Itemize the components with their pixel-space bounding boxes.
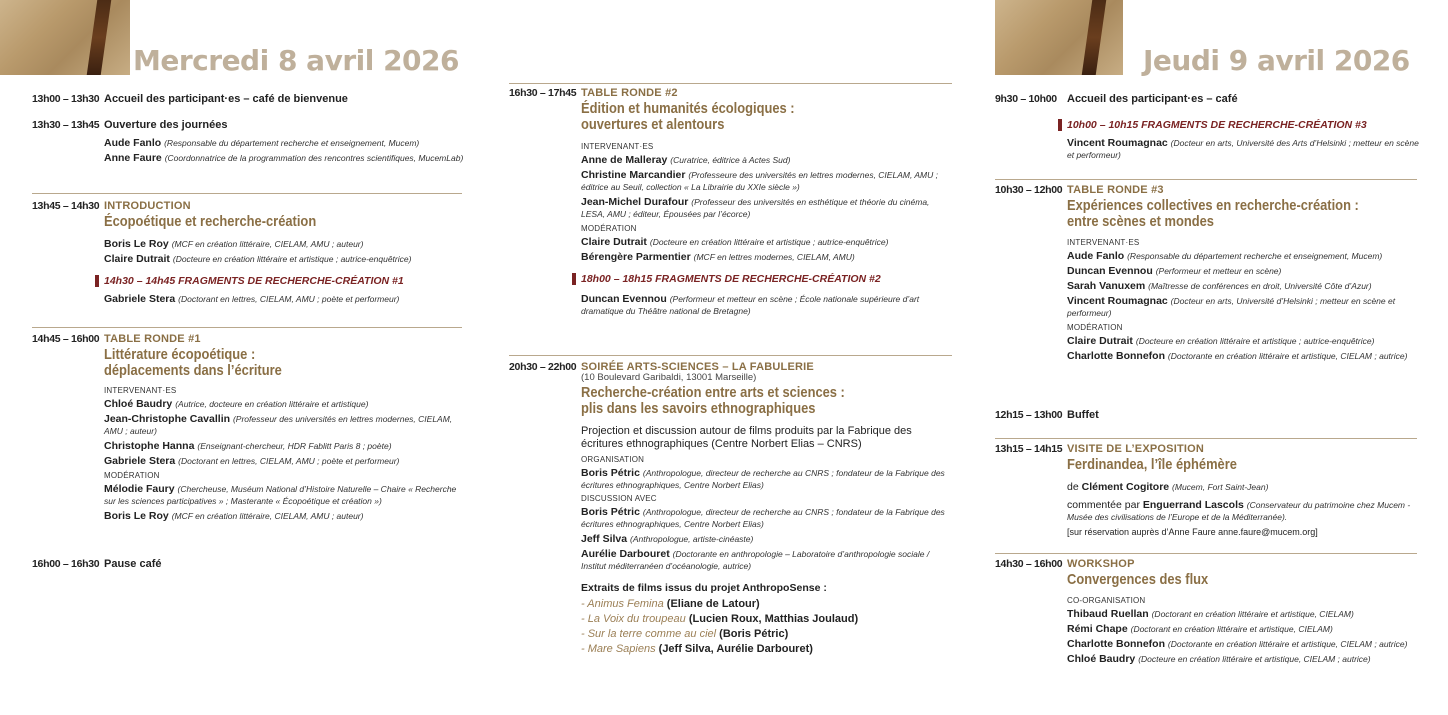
exhibition-artist: de Clément Cogitore (Mucem, Fort Saint-Jean) [1067,481,1269,493]
speaker: Jean-Christophe Cavallin (Professeur des universités en lettres modernes, CIELAM, AMU ; auteur) [104,413,453,436]
time: 12h15 – 13h00 [995,409,1063,421]
slot-label: Buffet [1067,409,1099,421]
venue-address: (10 Boulevard Garibaldi, 13001 Marseille) [581,372,757,383]
session-title: Édition et humanités écologiques : [581,100,795,117]
time: 13h15 – 14h15 [995,443,1063,455]
films-heading: Extraits de films issus du projet AnthropoSense : [581,582,827,594]
divider [509,83,952,84]
fragments-banner: 14h30 – 14h45 FRAGMENTS DE RECHERCHE-CRÉATION #1 [95,275,470,287]
divider [509,355,952,356]
speaker: Gabriele Stera (Doctorant en lettres, CIELAM, AMU ; poète et performeur) [104,455,400,467]
session-title-line2: plis dans les savoirs ethnographiques [581,400,816,417]
fragments-banner: 10h00 – 10h15 FRAGMENTS DE RECHERCHE-CRÉATION #3 [1058,119,1425,131]
speaker: Thibaud Ruellan (Doctorant en création littéraire et artistique, CIELAM) [1067,608,1354,620]
session-kicker: SOIRÉE ARTS-SCIENCES – LA FABULERIE [581,361,814,373]
role-label: INTERVENANT·ES [1067,238,1140,247]
speaker: Claire Dutrait (Docteure en création littéraire et artistique ; autrice-enquêtrice) [104,253,412,265]
role-label: ORGANISATION [581,455,645,464]
speaker: Bérengère Parmentier (MCF en lettres modernes, CIELAM, AMU) [581,251,855,263]
session-title: Expériences collectives en recherche-création : [1067,197,1359,214]
slot-introduction [32,200,470,305]
speaker: Claire Dutrait (Docteure en création littéraire et artistique ; autrice-enquêtrice) [1067,335,1375,347]
session-title: Ferdinandea, l’île éphémère [1067,456,1237,473]
session-kicker: TABLE RONDE #2 [581,87,678,99]
slot-label: Accueil des participant·es – café [1067,93,1238,105]
role-label: MODÉRATION [1067,323,1123,332]
divider [995,438,1417,439]
slot-workshop [995,558,1425,665]
film-item: - Mare Sapiens (Jeff Silva, Aurélie Darbouret) [581,643,813,655]
divider [32,193,462,194]
session-title-line2: entre scènes et mondes [1067,213,1214,230]
time: 14h45 – 16h00 [32,333,100,345]
reservation-note: [sur réservation auprès d’Anne Faure anne.faure@mucem.org] [1067,527,1318,537]
speaker: Aude Fanlo (Responsable du département recherche et enseignement, Mucem) [1067,250,1383,262]
speaker: Boris Le Roy (MCF en création littéraire, CIELAM, AMU ; auteur) [104,510,364,522]
speaker: Charlotte Bonnefon (Doctorante en création littéraire et artistique, CIELAM ; autrice) [1067,350,1408,362]
speaker: Chloé Baudry (Docteure en création littéraire et artistique, CIELAM ; autrice) [1067,653,1371,665]
session-title-line2: déplacements dans l’écriture [104,362,282,379]
speaker: Boris Pétric (Anthropologue, directeur de recherche au CNRS ; fondateur de la Fabrique des écritures ethnographiques, Centre Norbert Elias) [581,506,945,529]
slot-buffet [995,409,1425,421]
session-kicker: TABLE RONDE #1 [104,333,201,345]
slot-soiree-arts-sciences [509,361,952,657]
time: 10h30 – 12h00 [995,184,1063,196]
session-kicker: VISITE DE L’EXPOSITION [1067,443,1205,455]
fragments-banner: 18h00 – 18h15 FRAGMENTS DE RECHERCHE-CRÉATION #2 [572,273,952,285]
stone-texture-image [995,0,1123,75]
role-label: MODÉRATION [581,224,637,233]
speaker: Duncan Evennou (Performeur et metteur en scène ; École nationale supérieure d’art dramatique du Théâtre national de Bretagne) [581,293,920,316]
speaker: Christine Marcandier (Professeure des universités en lettres modernes, CIELAM, AMU ; éditrice au Seuil, collection « La Librairie du XXIe siècle ») [581,169,938,192]
time: 13h45 – 14h30 [32,200,100,212]
slot-visite-exposition [995,443,1425,538]
role-label: INTERVENANT·ES [104,386,177,395]
time: 9h30 – 10h00 [995,93,1057,105]
exhibition-guide: commentée par Enguerrand Lascols (Conservateur du patrimoine chez Mucem - Musée des civilisations de l’Europe et de la Méditerranée). [1067,499,1411,522]
slot-pause [32,558,470,570]
speaker: Gabriele Stera (Doctorant en lettres, CIELAM, AMU ; poète et performeur) [104,293,400,305]
speaker: Vincent Roumagnac (Docteur en arts, Université d’Helsinki ; metteur en scène et performeur) [1067,295,1396,318]
speaker: Boris Le Roy (MCF en création littéraire, CIELAM, AMU ; auteur) [104,238,364,250]
film-item: - Animus Femina (Eliane de Latour) [581,598,760,610]
day1-title: Mercredi 8 avril 2026 [133,44,460,77]
speaker: Boris Pétric (Anthropologue, directeur de recherche au CNRS ; fondateur de la Fabrique des écritures ethnographiques, Centre Norbert Elias) [581,467,945,490]
speaker: Mélodie Faury (Chercheuse, Muséum National d’Histoire Naturelle – Chaire « Recherche sur les sciences participatives » ; Masterante « Écopoétique et création ») [104,483,457,506]
stone-texture-image [0,0,130,75]
speaker: Vincent Roumagnac (Docteur en arts, Université des Arts d’Helsinki ; metteur en scène et performeur) [1067,137,1419,160]
film-item: - Sur la terre comme au ciel (Boris Pétric) [581,628,789,640]
slot-label: Ouverture des journées [104,119,228,131]
time: 20h30 – 22h00 [509,361,577,373]
session-title: Recherche-création entre arts et sciences : [581,384,845,401]
film-item: - La Voix du troupeau (Lucien Roux, Matthias Joulaud) [581,613,859,625]
slot-accueil [32,93,470,105]
session-title: Écopoétique et recherche-création [104,213,317,230]
session-kicker: TABLE RONDE #3 [1067,184,1164,196]
session-kicker: INTRODUCTION [104,200,191,212]
session-title-line2: ouvertures et alentours [581,116,725,133]
time: 14h30 – 16h00 [995,558,1063,570]
role-label: MODÉRATION [104,471,160,480]
speaker: Duncan Evennou (Performeur et metteur en scène) [1067,265,1282,277]
speaker: Charlotte Bonnefon (Doctorante en création littéraire et artistique, CIELAM ; autrice) [1067,638,1408,650]
speaker: Rémi Chape (Doctorant en création littéraire et artistique, CIELAM) [1067,623,1333,635]
time: 13h30 – 13h45 [32,119,100,131]
event-description: Projection et discussion autour de films produits par la Fabrique des écritures ethnographiques (Centre Norbert Elias – CNRS) [581,425,912,450]
speaker: Aude Fanlo (Responsable du département recherche et enseignement, Mucem) [104,137,420,149]
time: 16h00 – 16h30 [32,558,100,570]
role-label: INTERVENANT·ES [581,142,654,151]
speaker: Sarah Vanuxem (Maîtresse de conférences en droit, Université Côte d’Azur) [1067,280,1372,292]
time: 13h00 – 13h30 [32,93,100,105]
speaker: Aurélie Darbouret (Doctorante en anthropologie – Laboratoire d’anthropologie sociale / Institut méditerranéen d’océanologie, autrice) [581,548,930,571]
divider [995,553,1417,554]
slot-table-ronde-3 [995,184,1425,362]
slot-table-ronde-1 [32,333,470,522]
divider [995,179,1417,180]
speaker: Christophe Hanna (Enseignant-chercheur, HDR Fablitt Paris 8 ; poète) [104,440,392,452]
divider [32,327,462,328]
speaker: Chloé Baudry (Autrice, docteure en création littéraire et artistique) [104,398,369,410]
session-kicker: WORKSHOP [1067,558,1135,570]
speaker: Anne Faure (Coordonnatrice de la programmation des rencontres scientifiques, MucemLab) [104,152,464,164]
slot-ouverture [32,119,470,164]
speaker: Jeff Silva (Anthropologue, artiste-cinéaste) [581,533,754,545]
day2-title: Jeudi 9 avril 2026 [1143,44,1410,77]
slot-accueil [995,93,1425,161]
slot-table-ronde-2 [509,87,952,317]
speaker: Claire Dutrait (Docteure en création littéraire et artistique ; autrice-enquêtrice) [581,236,889,248]
slot-label: Pause café [104,558,162,570]
speaker: Anne de Malleray (Curatrice, éditrice à Actes Sud) [581,154,791,166]
role-label: CO-ORGANISATION [1067,596,1146,605]
role-label: DISCUSSION AVEC [581,494,657,503]
session-title: Littérature écopoétique : [104,346,256,363]
time: 16h30 – 17h45 [509,87,577,99]
speaker: Jean-Michel Durafour (Professeur des universités en esthétique et théorie du cinéma, LESA, AMU ; éditeur, Épousées par l’écorce) [581,196,930,219]
slot-label: Accueil des participant·es – café de bienvenue [104,93,348,105]
session-title: Convergences des flux [1067,571,1209,588]
